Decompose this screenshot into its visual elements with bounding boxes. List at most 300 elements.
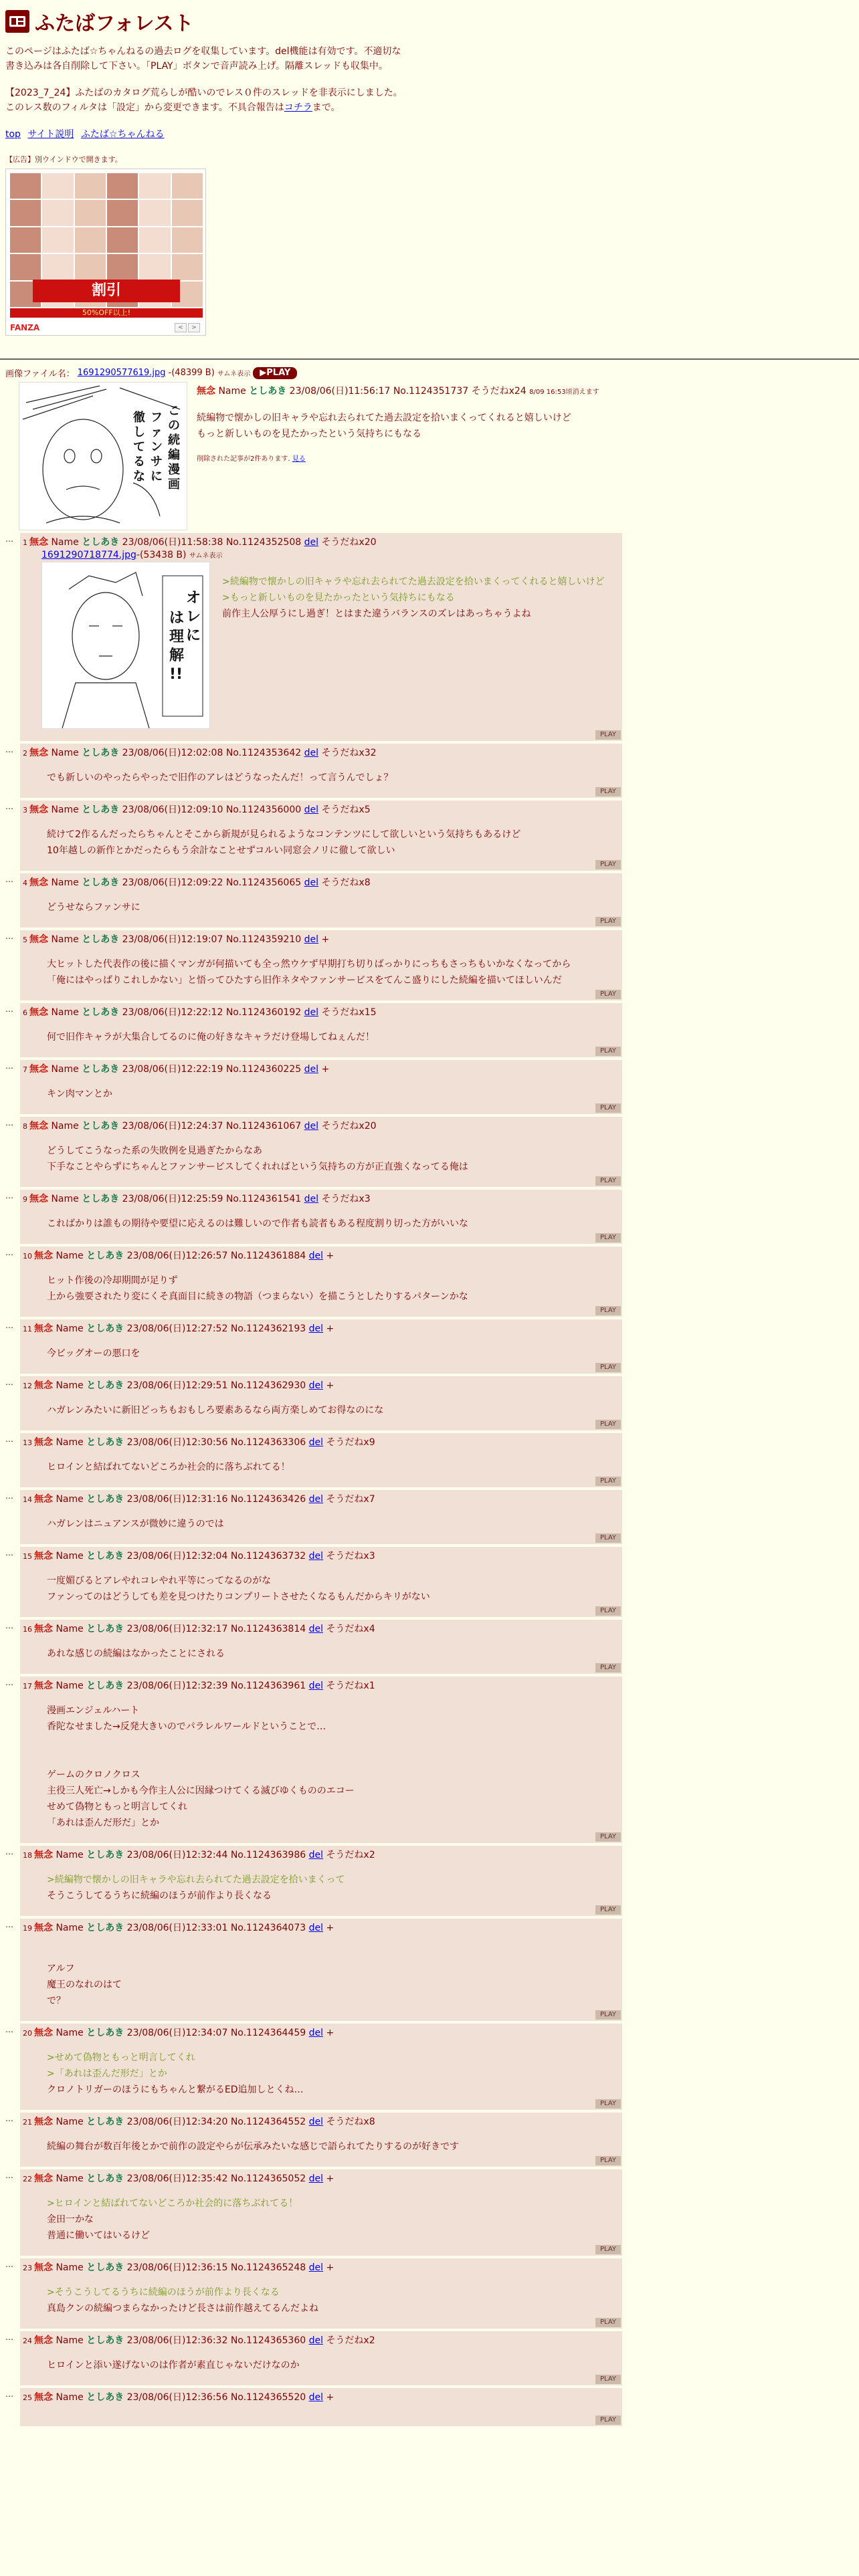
play-button[interactable]: PLAY	[595, 2010, 621, 2020]
svg-text:に: に	[151, 469, 163, 484]
reply-body	[47, 1216, 617, 1232]
reply-no: No.1124362930	[230, 1380, 306, 1391]
reply-menu-icon[interactable]: …	[5, 534, 13, 544]
play-button[interactable]: PLAY	[595, 860, 621, 869]
reply-index: 15	[23, 1552, 32, 1561]
reply-index: 23	[23, 2264, 32, 2272]
reply-date: 23/08/06(日)12:26:57	[126, 1251, 228, 1261]
quote-line: >続編物で懐かしの旧キャラや忘れ去られてた過去設定を拾いまくって	[47, 1874, 345, 1885]
del-link[interactable]: del	[308, 1380, 323, 1391]
reply	[20, 2024, 622, 2110]
text-line: 続編の舞台が数百年後とかで前作の設定やらが伝承みたいな感じで語られてたりするのが好きです	[47, 2141, 459, 2152]
soudane-button[interactable]: そうだねx7	[326, 1494, 375, 1505]
reply-date: 23/08/06(日)12:27:52	[126, 1323, 228, 1334]
reply-date: 23/08/06(日)12:19:07	[122, 934, 223, 945]
soudane-button[interactable]: +	[326, 2028, 335, 2038]
play-button[interactable]: PLAY	[595, 1176, 621, 1186]
del-link[interactable]: del	[304, 1064, 318, 1075]
reply-index: 20	[23, 2029, 32, 2038]
text-line: 漫画エンジェルハート	[47, 1705, 140, 1716]
text-line: 続けて2作るんだったらちゃんとそこから新規が見られるようなコンテンツにして欲しいという気持ちもあるけど	[47, 829, 521, 840]
reply-row	[5, 1547, 854, 1620]
nav-link-about[interactable]: サイト説明	[27, 129, 74, 140]
reply-row	[5, 1190, 854, 1247]
text-line: 主役三人死亡→しかも今作主人公に因縁つけてくる滅びゆくもののエコー	[47, 1786, 355, 1796]
del-link[interactable]: del	[308, 2117, 323, 2127]
reply-date: 23/08/06(日)12:02:08	[122, 748, 223, 758]
quote-line: >そうこうしてるうちに続編のほうが前作より長くなる	[47, 2287, 280, 2298]
reply-no: No.1124362193	[230, 1323, 306, 1334]
reply-header: 18 無念 Name としあき 23/08/06(日)12:32:44 No.1124363986 del そうだねx2	[23, 1850, 375, 1860]
text-line: 香陀なせました→反発大きいのでパラレルワールドということで…	[47, 1721, 326, 1732]
svg-text:は: は	[169, 610, 185, 627]
soudane-button[interactable]: +	[326, 2262, 335, 2273]
svg-text:オ: オ	[186, 590, 201, 607]
text-line: でも新しいのやったらやったで旧作のアレはどうなったんだ！って言うんでしょ？	[47, 772, 393, 783]
play-button[interactable]: PLAY	[595, 2416, 621, 2425]
reply-row	[5, 2331, 854, 2388]
del-link[interactable]: del	[304, 804, 318, 815]
text-line: アルフ	[47, 1963, 75, 1974]
reply-index: 2	[23, 749, 27, 758]
reply-date: 23/08/06(日)12:32:39	[126, 1681, 228, 1691]
text-line: せめて偽物ともっと明言してくれ	[47, 1802, 187, 1812]
del-link[interactable]: del	[304, 877, 318, 888]
reply-body	[47, 1872, 617, 1904]
reply	[20, 1319, 622, 1374]
text-line: こればかりは誰もの期待や要望に応えるのは難しいので作者も読者もある程度割り切った方がいいな	[47, 1218, 468, 1229]
separator	[0, 358, 859, 360]
reply-no: No.1124359210	[225, 934, 302, 945]
reply-date: 23/08/06(日)11:58:38	[122, 537, 223, 548]
svg-text:こ: こ	[168, 404, 180, 418]
reply-body	[47, 2357, 617, 2373]
reply-date: 23/08/06(日)12:22:12	[122, 1007, 223, 1018]
play-button[interactable]: PLAY	[595, 1306, 621, 1315]
reply-menu-icon[interactable]: …	[5, 2260, 13, 2269]
reply-date: 23/08/06(日)12:34:07	[126, 2028, 228, 2038]
play-button[interactable]: PLAY	[595, 1606, 621, 1616]
reply-file-line: 1691290718774.jpg-(53438 B) サムネ表示	[41, 550, 223, 560]
reply-row	[5, 533, 854, 744]
text-line: 魔王のなれのはて	[47, 1979, 122, 1990]
play-button[interactable]: PLAY	[595, 730, 621, 740]
del-link[interactable]: del	[308, 1624, 323, 1634]
play-button[interactable]: PLAY	[595, 990, 621, 999]
reply-date: 23/08/06(日)12:29:51	[126, 1380, 228, 1391]
reply-date: 23/08/06(日)12:30:56	[126, 1437, 228, 1448]
reply-menu-icon[interactable]: …	[5, 2025, 13, 2034]
reply-body	[222, 574, 604, 729]
text-line: 普通に働いてはいるけど	[47, 2230, 150, 2241]
soudane-button[interactable]: そうだねx20	[321, 537, 377, 548]
text-line: 10年越しの新作とかだったらもう余計なことせずコルい同窓会ノリに徹して欲しい	[47, 845, 395, 856]
soudane-button[interactable]: +	[326, 1923, 335, 1933]
reply-no: No.1124361541	[225, 1194, 302, 1204]
soudane-button[interactable]: そうだねx4	[326, 1624, 375, 1634]
reply-menu-icon[interactable]: …	[5, 875, 13, 884]
reply	[20, 2113, 622, 2167]
op-body	[197, 382, 599, 530]
soudane-button[interactable]: そうだねx15	[321, 1007, 377, 1018]
reply-menu-icon[interactable]: …	[5, 1621, 13, 1630]
play-button[interactable]: PLAY	[595, 1047, 621, 1056]
reply-date: 23/08/06(日)12:36:15	[126, 2262, 228, 2273]
reply-row	[5, 1319, 854, 1376]
ad-prev-icon[interactable]: <	[175, 323, 187, 332]
play-button[interactable]: PLAY	[595, 2318, 621, 2327]
reply-date: 23/08/06(日)12:09:22	[122, 877, 223, 888]
reply-body	[47, 827, 617, 859]
reply	[20, 1376, 622, 1430]
reply-file-link[interactable]: 1691290718774.jpg	[41, 550, 136, 560]
reply-header: 15 無念 Name としあき 23/08/06(日)12:32:04 No.1124363732 del そうだねx3	[23, 1551, 375, 1562]
reply-no: No.1124365052	[230, 2173, 306, 2184]
reply-menu-icon[interactable]: …	[5, 2333, 13, 2342]
del-link[interactable]: del	[308, 1323, 323, 1334]
reply-menu-icon[interactable]: …	[5, 1118, 13, 1128]
play-button[interactable]: PLAY	[595, 2245, 621, 2254]
intro-text-1: このページはふたば☆ちゃんねるの過去ログを収集しています。del機能は有効です。不適切な書き込みは各自削除して下さい。「PLAY」ボタンで音声読み上げ。隔離スレッドも収集中。	[5, 46, 401, 72]
soudane-button[interactable]: そうだねx3	[326, 1551, 375, 1562]
reply-index: 5	[23, 936, 27, 944]
text-line: ヒット作後の冷却期間が足りず	[47, 1275, 178, 1286]
reply-index: 4	[23, 879, 27, 887]
reply-body	[47, 899, 617, 916]
reply-header: 19 無念 Name としあき 23/08/06(日)12:33:01 No.1124364073 del +	[23, 1923, 335, 1933]
soudane-button[interactable]: そうだねx3	[321, 1194, 371, 1204]
reply	[20, 2331, 622, 2385]
text-line: あれな感じの続編はなかったことにされる	[47, 1648, 225, 1659]
soudane-button[interactable]: +	[326, 1323, 335, 1334]
del-link[interactable]: del	[304, 934, 318, 945]
reply-header: 23 無念 Name としあき 23/08/06(日)12:36:15 No.1124365248 del +	[23, 2262, 335, 2273]
reply-header: 4 無念 Name としあき 23/08/06(日)12:09:22 No.1124356065 del そうだねx8	[23, 877, 371, 888]
quote-line: >続編物で懐かしの旧キャラや忘れ去られてた過去設定を拾いまくってくれると嬉しいけど	[222, 576, 605, 587]
soudane-button[interactable]: +	[321, 934, 330, 945]
reply-body	[47, 1143, 617, 1175]
svg-text:の: の	[168, 419, 180, 433]
reply-row	[5, 2388, 854, 2429]
reply-index: 1	[23, 538, 27, 547]
reply-header: 8 無念 Name としあき 23/08/06(日)12:24:37 No.1124361067 del そうだねx20	[23, 1121, 377, 1132]
reply-menu-icon[interactable]: …	[5, 1847, 13, 1856]
nav-link-futaba[interactable]: ふたば☆ちゃんねる	[80, 129, 165, 140]
text-line: ハガレンみたいに新旧どっちもおもしろ要素あるなら両方楽しめてお得なのにな	[47, 1405, 384, 1416]
reply-header: 5 無念 Name としあき 23/08/06(日)12:19:07 No.1124359210 del +	[23, 934, 330, 945]
reply-index: 3	[23, 806, 27, 815]
reply-header: 10 無念 Name としあき 23/08/06(日)12:26:57 No.1124361884 del +	[23, 1251, 335, 1261]
reply-row	[5, 873, 854, 930]
op-header: 無念 Name としあき 23/08/06(日)11:56:17 No.1124351737 そうだねx24 8/09 16:53頃消えます	[197, 386, 599, 397]
text-line: そうこうしてるうちに続編のほうが前作より長くなる	[47, 1891, 272, 1901]
reply	[20, 1003, 622, 1057]
soudane-button[interactable]: そうだねx20	[321, 1121, 377, 1132]
intro	[5, 44, 854, 115]
reply-no: No.1124352508	[225, 537, 302, 548]
reply-header: 3 無念 Name としあき 23/08/06(日)12:09:10 No.1124356000 del そうだねx5	[23, 804, 371, 815]
reply-menu-icon[interactable]: …	[5, 2389, 13, 2399]
text-line: ハガレンはニュアンスが微妙に違うのでは	[47, 1519, 224, 1529]
reply-header: 6 無念 Name としあき 23/08/06(日)12:22:12 No.1124360192 del そうだねx15	[23, 1007, 377, 1018]
reply-body	[47, 2050, 617, 2098]
reply-body	[47, 956, 617, 988]
play-button[interactable]: PLAY	[595, 1103, 621, 1113]
reply-menu-icon[interactable]: …	[5, 1248, 13, 1257]
play-button[interactable]: PLAY	[595, 1363, 621, 1372]
op-image[interactable]	[19, 382, 187, 530]
reply-no: No.1124361884	[230, 1251, 306, 1261]
ad-arrows	[175, 323, 200, 332]
soudane-button[interactable]: +	[326, 1251, 335, 1261]
reply-date: 23/08/06(日)12:36:56	[126, 2392, 228, 2403]
play-button[interactable]: PLAY	[595, 1905, 621, 1915]
soudane-button[interactable]: +	[321, 1064, 330, 1075]
reply-menu-icon[interactable]: …	[5, 1004, 13, 1014]
reply-date: 23/08/06(日)12:36:32	[126, 2335, 228, 2346]
reply	[20, 744, 622, 798]
reply-body	[47, 1086, 617, 1102]
logo-icon	[5, 10, 29, 33]
site-title: ふたばフォレスト	[35, 12, 194, 35]
del-link[interactable]: del	[308, 1923, 323, 1933]
bug-report-link[interactable]: コチラ	[284, 102, 312, 113]
reply-header: 16 無念 Name としあき 23/08/06(日)12:32:17 No.1124363814 del そうだねx4	[23, 1624, 375, 1634]
op-deleted-note: 削除された記事が2件あります. 見る	[197, 455, 306, 463]
reply-menu-icon[interactable]: …	[5, 2171, 13, 2180]
site-header	[5, 7, 854, 36]
reply-menu-icon[interactable]: …	[5, 1678, 13, 1687]
reply-row	[5, 1433, 854, 1490]
reply-index: 25	[23, 2393, 32, 2402]
quote-line: >「あれは歪んだ形だ」とか	[47, 2068, 167, 2079]
reply-header: 1 無念 Name としあき 23/08/06(日)11:58:38 No.1124352508 del そうだねx20	[23, 537, 377, 548]
ad-note: 【広告】別ウインドウで開きます。	[5, 155, 122, 164]
soudane-button[interactable]: そうだねx8	[321, 877, 371, 888]
reply-menu-icon[interactable]: …	[5, 1061, 13, 1071]
play-button[interactable]: PLAY	[595, 917, 621, 926]
reply-menu-icon[interactable]: …	[5, 802, 13, 811]
soudane-button[interactable]: そうだねx5	[321, 804, 371, 815]
del-link[interactable]: del	[308, 1850, 323, 1860]
reply	[20, 1190, 622, 1244]
reply-no: No.1124364073	[230, 1923, 306, 1933]
del-link[interactable]: del	[304, 1121, 318, 1132]
text-line: どうしてこうなった系の失敗例を見過ぎたからなあ	[47, 1146, 262, 1156]
reply-no: No.1124365360	[230, 2335, 306, 2346]
reply-date: 23/08/06(日)12:32:17	[126, 1624, 228, 1634]
del-link[interactable]: del	[308, 1494, 323, 1505]
soudane-button[interactable]: +	[326, 1380, 335, 1391]
op-soudane[interactable]: そうだねx24	[471, 386, 527, 397]
text-line: で？	[47, 1996, 66, 2006]
play-button[interactable]: PLAY	[595, 1533, 621, 1543]
reply-no: No.1124363961	[230, 1681, 306, 1691]
play-button[interactable]: PLAY	[595, 1663, 621, 1673]
reply-row	[5, 2113, 854, 2169]
reply-row	[5, 1376, 854, 1433]
reply-menu-icon[interactable]: …	[5, 2114, 13, 2123]
play-button[interactable]: PLAY	[595, 787, 621, 796]
svg-text:フ: フ	[151, 411, 163, 425]
reply-body	[47, 1573, 617, 1605]
reply-menu-icon[interactable]: …	[5, 1491, 13, 1501]
play-button[interactable]: PLAY	[595, 1420, 621, 1429]
play-button[interactable]: PLAY	[595, 2375, 621, 2384]
del-link[interactable]: del	[308, 1251, 323, 1261]
reply-row	[5, 2024, 854, 2113]
reply-body	[47, 1516, 617, 1532]
reply-menu-icon[interactable]: …	[5, 1321, 13, 1330]
soudane-button[interactable]: そうだねx9	[326, 1437, 375, 1448]
reply-index: 21	[23, 2118, 32, 2127]
nav-link-top[interactable]: top	[5, 129, 21, 140]
reply-menu-icon[interactable]: …	[5, 1191, 13, 1200]
text-line: 真島クンの続編つまらなかったけど長さは前作越えてるんだよね	[47, 2303, 318, 2314]
reply-index: 14	[23, 1495, 32, 1504]
reply-no: No.1124363814	[230, 1624, 306, 1634]
text-line: ゲームのクロノクロス	[47, 1769, 140, 1780]
svg-text:ン: ン	[151, 440, 163, 454]
reply	[20, 2388, 622, 2426]
text-line: ヒロインと添い遂げないのは作者が素直じゃないだけなのか	[47, 2360, 300, 2371]
del-link[interactable]: del	[308, 2335, 323, 2346]
del-link[interactable]: del	[304, 748, 318, 758]
reply-row	[5, 1620, 854, 1677]
reply-header: 24 無念 Name としあき 23/08/06(日)12:36:32 No.1124365360 del そうだねx2	[23, 2335, 375, 2346]
reply-header: 11 無念 Name としあき 23/08/06(日)12:27:52 No.1124362193 del +	[23, 1323, 335, 1334]
reply-date: 23/08/06(日)12:31:16	[126, 1494, 228, 1505]
reply-row	[5, 1060, 854, 1117]
svg-text:し: し	[133, 425, 145, 439]
soudane-button[interactable]: そうだねx2	[326, 1850, 375, 1860]
text-line: キン肉マンとか	[47, 1089, 112, 1099]
del-link[interactable]: del	[308, 2392, 323, 2403]
reply-row	[5, 1846, 854, 1919]
svg-text:画: 画	[168, 477, 180, 492]
reply-body	[47, 1945, 617, 2009]
reply-index: 13	[23, 1438, 32, 1447]
reply-row	[5, 1003, 854, 1060]
blank-line	[47, 1735, 617, 1751]
reply	[20, 1433, 622, 1487]
reply-menu-icon[interactable]: …	[5, 932, 13, 941]
soudane-button[interactable]: そうだねx2	[326, 2335, 375, 2346]
reply-index: 22	[23, 2175, 32, 2183]
reply-header: 22 無念 Name としあき 23/08/06(日)12:35:42 No.1124365052 del +	[23, 2173, 335, 2184]
ad-next-icon[interactable]: >	[188, 323, 200, 332]
reply-index: 18	[23, 1851, 32, 1860]
reply-header: 13 無念 Name としあき 23/08/06(日)12:30:56 No.1124363306 del そうだねx9	[23, 1437, 375, 1448]
reply	[20, 1677, 622, 1843]
del-link[interactable]: del	[308, 1681, 323, 1691]
op-play-button[interactable]: ▶PLAY	[253, 367, 297, 379]
op-text: 続編物で懐かしの旧キャラや忘れ去られてた過去設定を拾いまくってくれると嬉しいけど もっと新しいものを見たかったという気持ちにもなる	[197, 413, 571, 439]
play-button[interactable]: PLAY	[595, 2099, 621, 2109]
reply	[20, 1620, 622, 1674]
text-line: 下手なことやらずにちゃんとファンサービスしてくれればという気持ちの方が正直強くなってる俺は	[47, 1162, 468, 1172]
intro-text-2: 【2023_7_24】ふたばのカタログ荒らしが酷いのでレス０件のスレッドを非表示にしました。このレス数のフィルタは「設定」から変更できます。不具合報告はコチラまで。	[5, 88, 403, 113]
del-link[interactable]: del	[308, 1551, 323, 1562]
reply-menu-icon[interactable]: …	[5, 1920, 13, 1929]
del-link[interactable]: del	[304, 537, 318, 548]
del-link[interactable]: del	[308, 2262, 323, 2273]
reply-menu-icon[interactable]: …	[5, 1378, 13, 1387]
svg-text:る: る	[133, 455, 145, 469]
reply	[20, 1060, 622, 1114]
op-file-line: 画像ファイル名： 1691290577619.jpg -(48399 B) サムネ表示 ▶PLAY	[5, 366, 854, 379]
reply-body	[47, 1029, 617, 1045]
reply-row	[5, 2169, 854, 2258]
reply-no: No.1124360192	[225, 1007, 302, 1018]
ad-headline: 割引	[33, 280, 180, 302]
reply-header: 17 無念 Name としあき 23/08/06(日)12:32:39 No.1124363961 del そうだねx1	[23, 1681, 375, 1691]
del-link[interactable]: del	[308, 2173, 323, 2184]
del-link[interactable]: del	[304, 1194, 318, 1204]
reply-index: 11	[23, 1325, 32, 1333]
ad-subline: 50%OFF以上!	[10, 308, 203, 318]
op-file-link[interactable]: 1691290577619.jpg	[77, 368, 166, 378]
play-button[interactable]: PLAY	[595, 1233, 621, 1243]
reply-date: 23/08/06(日)12:35:42	[126, 2173, 228, 2184]
reply-body	[47, 1459, 617, 1475]
reply	[20, 1117, 622, 1187]
reply	[20, 800, 622, 871]
reply-date: 23/08/06(日)12:33:01	[126, 1923, 228, 1933]
text-line: 何で旧作キャラが大集合してるのに俺の好きなキャラだけ登場してねぇんだ！	[47, 1032, 375, 1043]
reply-no: No.1124356000	[225, 804, 302, 815]
reply	[20, 1547, 622, 1617]
reply-menu-icon[interactable]: …	[5, 1434, 13, 1444]
soudane-button[interactable]: そうだねx32	[321, 748, 377, 758]
reply-index: 16	[23, 1625, 32, 1634]
del-link[interactable]: del	[308, 2028, 323, 2038]
soudane-button[interactable]: +	[326, 2173, 335, 2184]
reply-index: 12	[23, 1382, 32, 1390]
text-line: 「あれは歪んだ形だ」とか	[47, 1818, 159, 1828]
reply-header: 2 無念 Name としあき 23/08/06(日)12:02:08 No.1124353642 del そうだねx32	[23, 748, 377, 758]
reply-menu-icon[interactable]: …	[5, 1548, 13, 1558]
ad-banner[interactable]	[5, 169, 206, 336]
reply-list	[5, 533, 854, 2429]
op-deleted-show-link[interactable]: 見る	[292, 455, 306, 463]
svg-text:に: に	[186, 627, 201, 644]
ad-brand: FANZA	[10, 323, 40, 332]
soudane-button[interactable]: +	[326, 2392, 335, 2403]
play-button[interactable]: PLAY	[595, 1477, 621, 1486]
reply-menu-icon[interactable]: …	[5, 745, 13, 754]
quote-line: >もっと新しいものを見たかったという気持ちにもなる	[222, 593, 455, 603]
reply-no: No.1124353642	[225, 748, 302, 758]
del-link[interactable]: del	[308, 1437, 323, 1448]
reply-index: 9	[23, 1195, 27, 1204]
op-thumb-note: サムネ表示	[217, 370, 251, 378]
op-expire: 8/09 16:53頃消えます	[529, 389, 599, 396]
del-link[interactable]: del	[304, 1007, 318, 1018]
reply-image[interactable]	[41, 562, 210, 729]
reply-body	[47, 770, 617, 786]
play-button[interactable]: PLAY	[595, 2156, 621, 2165]
svg-text:レ: レ	[186, 609, 201, 625]
soudane-button[interactable]: そうだねx8	[326, 2117, 375, 2127]
reply-row	[5, 1247, 854, 1319]
reply-header: 9 無念 Name としあき 23/08/06(日)12:25:59 No.1124361541 del そうだねx3	[23, 1194, 371, 1204]
play-button[interactable]: PLAY	[595, 1832, 621, 1842]
reply	[20, 873, 622, 928]
reply	[20, 1919, 622, 2021]
soudane-button[interactable]: そうだねx1	[326, 1681, 375, 1691]
reply-body	[47, 1703, 617, 1831]
